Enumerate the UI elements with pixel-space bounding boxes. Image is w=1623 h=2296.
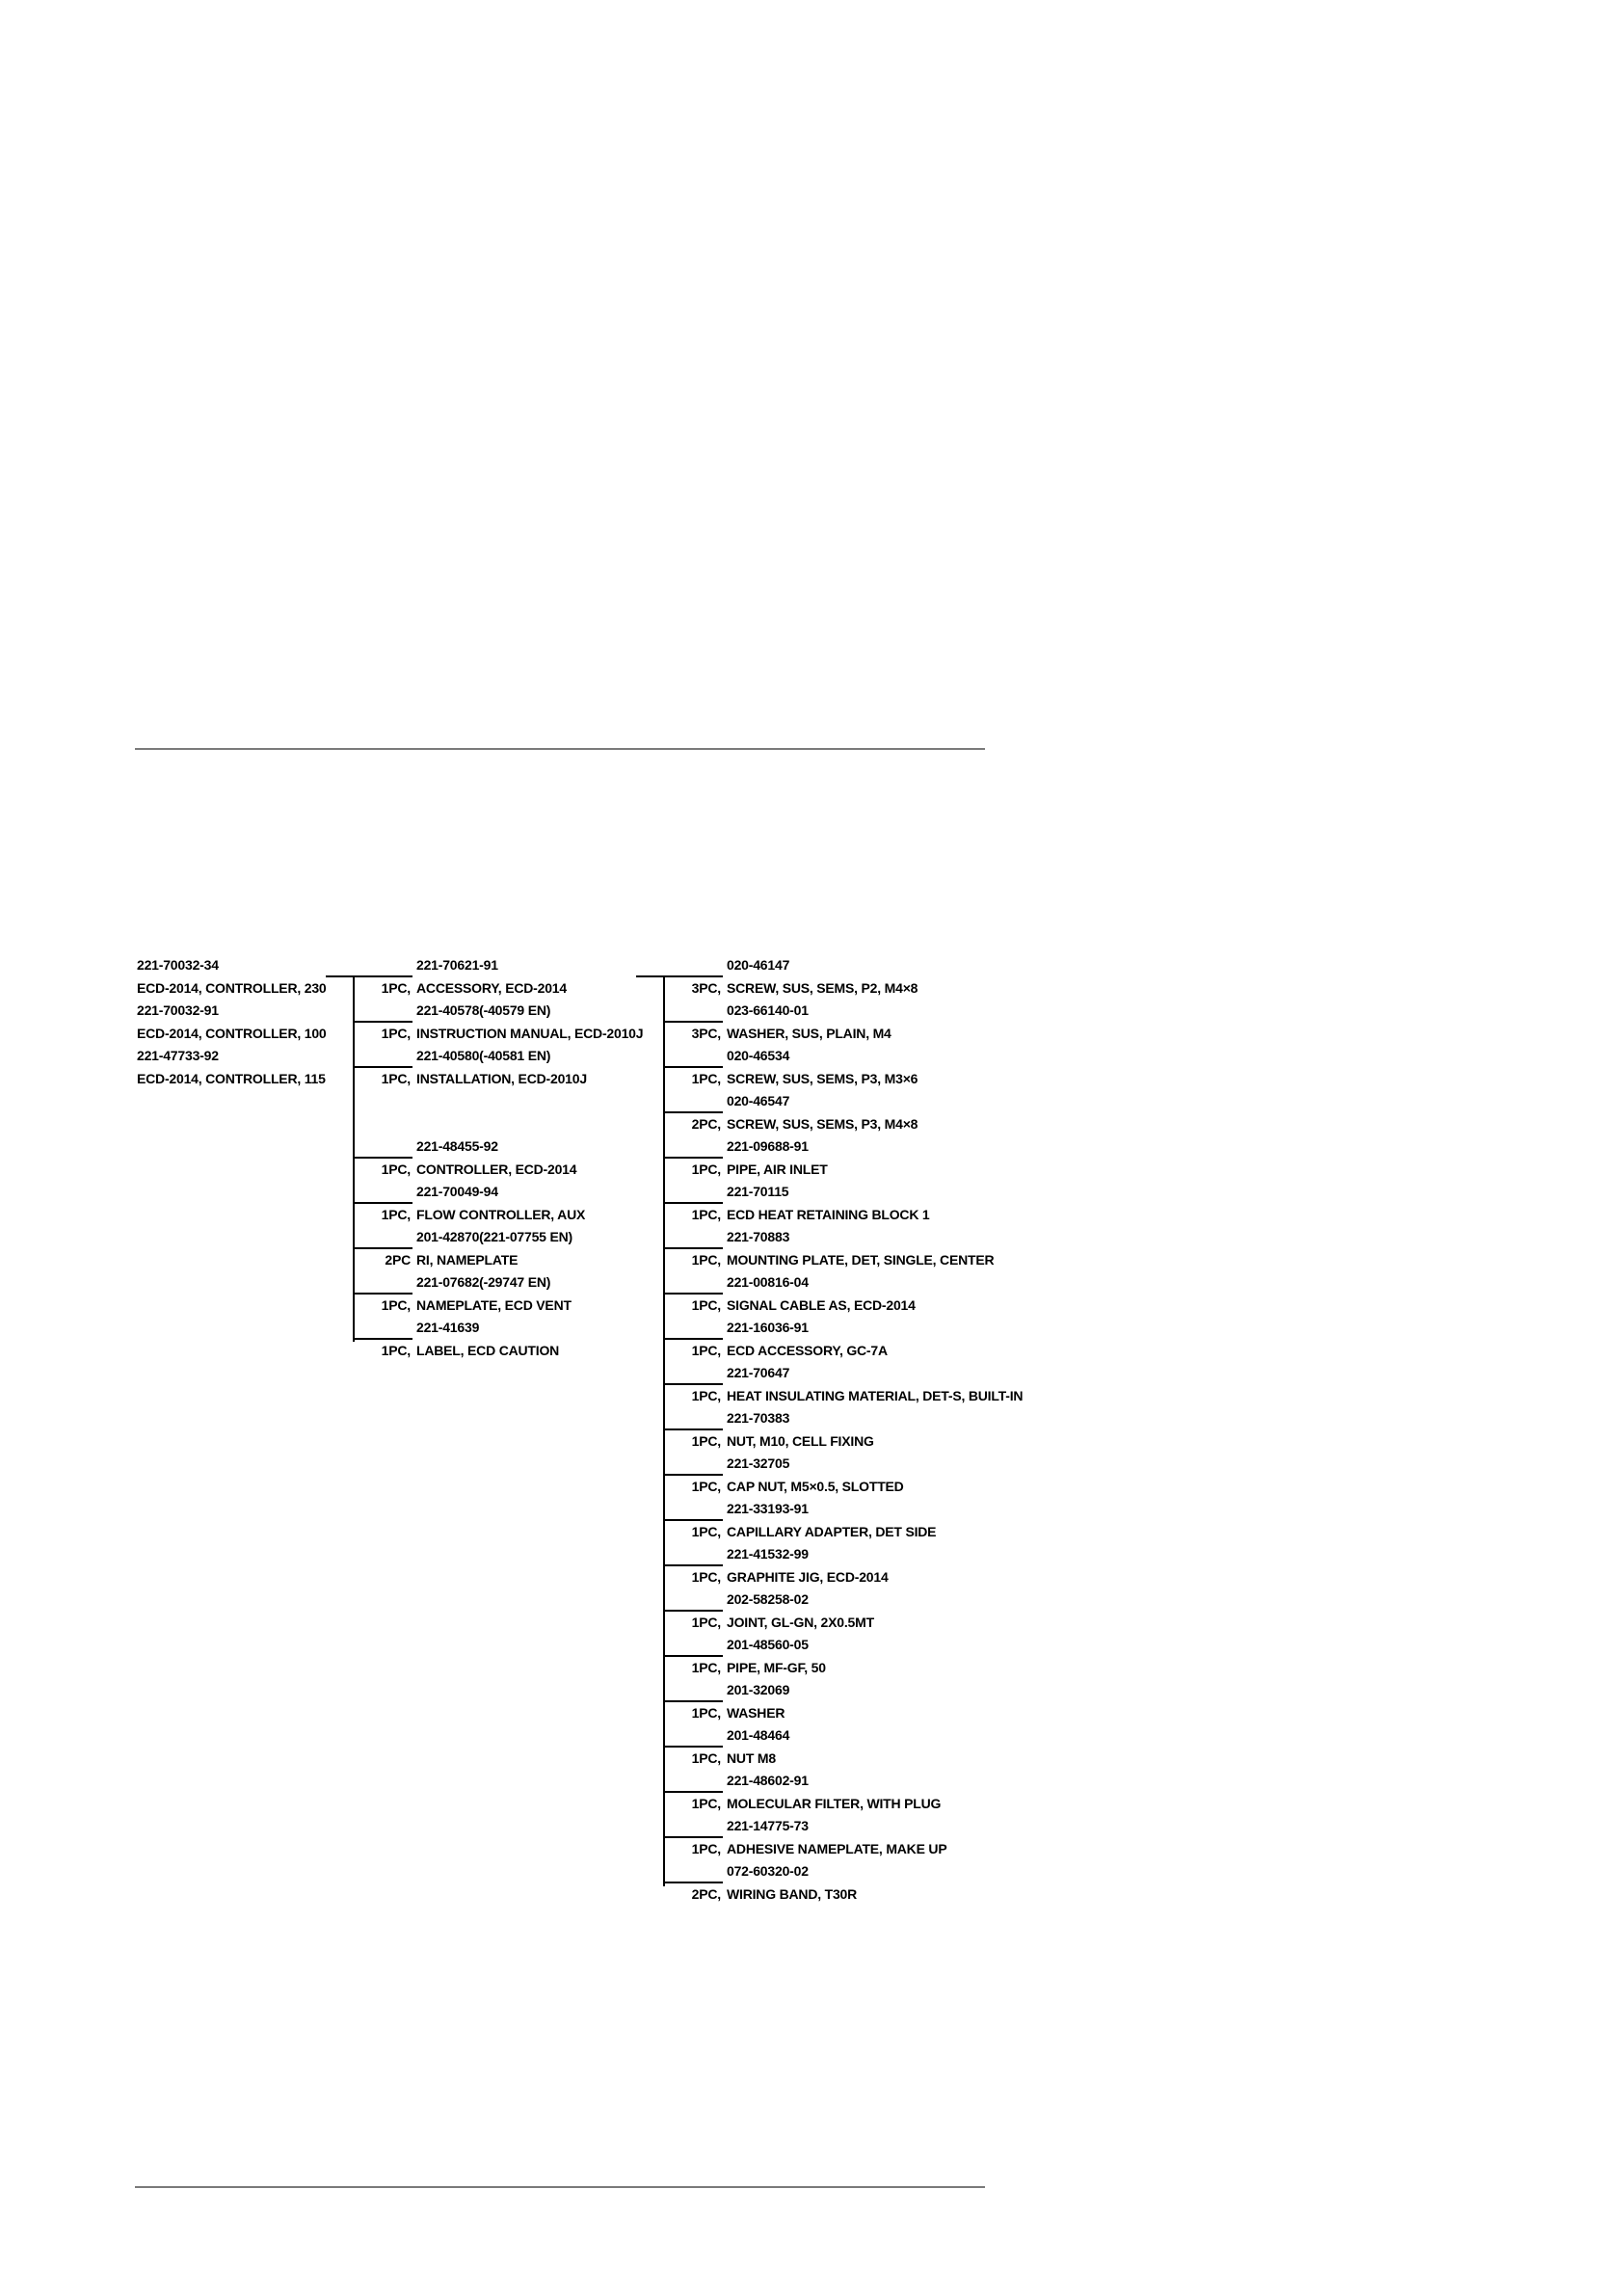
branch-line xyxy=(663,1021,723,1023)
part-number: 221-70115 xyxy=(727,1184,789,1199)
part-description: NUT M8 xyxy=(727,1749,776,1766)
part-description: CAPILLARY ADAPTER, DET SIDE xyxy=(727,1523,937,1539)
branch-line xyxy=(663,1610,723,1612)
part-description: LABEL, ECD CAUTION xyxy=(416,1342,560,1358)
branch-line xyxy=(663,1383,723,1385)
part-description: MOUNTING PLATE, DET, SINGLE, CENTER xyxy=(727,1251,995,1268)
part-number: 020-46147 xyxy=(727,957,790,973)
part-number: 221-16036-91 xyxy=(727,1320,809,1335)
part-quantity: 1PC, xyxy=(691,1296,721,1313)
part-quantity: 1PC, xyxy=(381,979,411,996)
part-number: 221-07682(-29747 EN) xyxy=(416,1274,551,1290)
part-quantity: 1PC, xyxy=(691,1387,721,1403)
part-number: 221-00816-04 xyxy=(727,1274,809,1290)
part-quantity: 2PC xyxy=(385,1251,411,1268)
branch-line xyxy=(663,1111,723,1113)
part-quantity: 1PC, xyxy=(381,1342,411,1358)
part-description: ADHESIVE NAMEPLATE, MAKE UP xyxy=(727,1840,947,1856)
part-number: 221-14775-73 xyxy=(727,1818,809,1833)
part-description: INSTALLATION, ECD-2010J xyxy=(416,1070,587,1086)
branch-line xyxy=(663,1882,723,1883)
branch-line xyxy=(663,1519,723,1521)
part-quantity: 1PC, xyxy=(691,1704,721,1721)
part-description: WASHER, SUS, PLAIN, M4 xyxy=(727,1025,891,1041)
part-quantity: 1PC, xyxy=(381,1070,411,1086)
part-quantity: 3PC, xyxy=(691,979,721,996)
part-quantity: 2PC, xyxy=(691,1115,721,1132)
part-description: ACCESSORY, ECD-2014 xyxy=(416,979,567,996)
model-code: 221-70032-91 xyxy=(137,1002,219,1018)
part-description: HEAT INSULATING MATERIAL, DET-S, BUILT-IN xyxy=(727,1387,1024,1403)
part-quantity: 1PC, xyxy=(691,1070,721,1086)
part-description: NUT, M10, CELL FIXING xyxy=(727,1432,874,1449)
part-description: PIPE, MF-GF, 50 xyxy=(727,1659,826,1675)
part-quantity: 1PC, xyxy=(381,1206,411,1222)
branch-line xyxy=(353,1157,412,1159)
footer-rule xyxy=(135,2186,985,2188)
branch-line xyxy=(326,975,354,977)
part-quantity: 1PC, xyxy=(691,1659,721,1675)
branch-line xyxy=(636,975,664,977)
part-quantity: 1PC, xyxy=(691,1251,721,1268)
branch-line xyxy=(663,1700,723,1702)
part-number: 201-42870(221-07755 EN) xyxy=(416,1229,572,1244)
part-number: 201-32069 xyxy=(727,1682,790,1697)
branch-line xyxy=(353,975,412,977)
part-number: 221-41532-99 xyxy=(727,1546,809,1562)
part-quantity: 1PC, xyxy=(691,1749,721,1766)
part-number: 221-48455-92 xyxy=(416,1138,498,1154)
part-number: 221-70621-91 xyxy=(416,957,498,973)
part-number: 221-70049-94 xyxy=(416,1184,498,1199)
branch-line xyxy=(353,1247,412,1249)
branch-line xyxy=(663,1655,723,1657)
part-quantity: 1PC, xyxy=(691,1523,721,1539)
branch-line xyxy=(663,1746,723,1748)
part-number: 201-48464 xyxy=(727,1727,790,1743)
model-desc: ECD-2014, CONTROLLER, 230 xyxy=(137,979,327,996)
part-number: 221-48602-91 xyxy=(727,1773,809,1788)
part-description: SCREW, SUS, SEMS, P3, M3×6 xyxy=(727,1070,918,1086)
part-number: 221-70647 xyxy=(727,1365,790,1380)
branch-line xyxy=(663,1564,723,1566)
part-number: 201-48560-05 xyxy=(727,1637,809,1652)
part-quantity: 1PC, xyxy=(691,1478,721,1494)
part-description: SCREW, SUS, SEMS, P3, M4×8 xyxy=(727,1115,918,1132)
part-description: WASHER xyxy=(727,1704,785,1721)
part-number: 221-41639 xyxy=(416,1320,480,1335)
branch-line xyxy=(353,1021,412,1023)
header-rule xyxy=(135,748,985,750)
part-number: 221-40578(-40579 EN) xyxy=(416,1002,551,1018)
branch-line xyxy=(353,1202,412,1204)
part-quantity: 1PC, xyxy=(691,1206,721,1222)
part-quantity: 1PC, xyxy=(381,1296,411,1313)
part-number: 202-58258-02 xyxy=(727,1591,809,1607)
part-quantity: 2PC, xyxy=(691,1885,721,1902)
part-description: JOINT, GL-GN, 2X0.5MT xyxy=(727,1614,874,1630)
branch-line xyxy=(663,1247,723,1249)
part-description: GRAPHITE JIG, ECD-2014 xyxy=(727,1568,889,1585)
branch-line xyxy=(663,1428,723,1430)
part-quantity: 1PC, xyxy=(691,1568,721,1585)
model-code: 221-70032-34 xyxy=(137,957,219,973)
part-description: CONTROLLER, ECD-2014 xyxy=(416,1161,577,1177)
part-description: CAP NUT, M5×0.5, SLOTTED xyxy=(727,1478,904,1494)
part-number: 072-60320-02 xyxy=(727,1863,809,1879)
part-number: 221-33193-91 xyxy=(727,1501,809,1516)
part-number: 221-70883 xyxy=(727,1229,790,1244)
part-description: PIPE, AIR INLET xyxy=(727,1161,828,1177)
part-quantity: 1PC, xyxy=(381,1161,411,1177)
part-description: RI, NAMEPLATE xyxy=(416,1251,519,1268)
branch-line xyxy=(663,1293,723,1295)
model-desc: ECD-2014, CONTROLLER, 115 xyxy=(137,1070,326,1086)
part-description: INSTRUCTION MANUAL, ECD-2010J xyxy=(416,1025,644,1041)
part-quantity: 1PC, xyxy=(691,1161,721,1177)
part-quantity: 1PC, xyxy=(691,1795,721,1811)
part-quantity: 3PC, xyxy=(691,1025,721,1041)
part-quantity: 1PC, xyxy=(691,1342,721,1358)
part-number: 023-66140-01 xyxy=(727,1002,809,1018)
branch-line xyxy=(663,1157,723,1159)
branch-line xyxy=(353,1338,412,1340)
trunk-line xyxy=(353,975,355,1342)
part-description: ECD HEAT RETAINING BLOCK 1 xyxy=(727,1206,930,1222)
part-description: MOLECULAR FILTER, WITH PLUG xyxy=(727,1795,942,1811)
branch-line xyxy=(663,1791,723,1793)
branch-line xyxy=(663,1338,723,1340)
part-description: SCREW, SUS, SEMS, P2, M4×8 xyxy=(727,979,918,996)
part-quantity: 1PC, xyxy=(691,1840,721,1856)
branch-line xyxy=(663,1202,723,1204)
part-description: ECD ACCESSORY, GC-7A xyxy=(727,1342,888,1358)
branch-line xyxy=(353,1293,412,1295)
model-code: 221-47733-92 xyxy=(137,1048,219,1063)
part-description: WIRING BAND, T30R xyxy=(727,1885,858,1902)
part-number: 221-32705 xyxy=(727,1455,790,1471)
part-number: 221-70383 xyxy=(727,1410,790,1426)
part-quantity: 1PC, xyxy=(691,1432,721,1449)
branch-line xyxy=(663,1474,723,1476)
part-description: SIGNAL CABLE AS, ECD-2014 xyxy=(727,1296,916,1313)
branch-line xyxy=(663,1066,723,1068)
part-quantity: 1PC, xyxy=(691,1614,721,1630)
part-quantity: 1PC, xyxy=(381,1025,411,1041)
part-description: FLOW CONTROLLER, AUX xyxy=(416,1206,586,1222)
branch-line xyxy=(353,1066,412,1068)
part-description: NAMEPLATE, ECD VENT xyxy=(416,1296,572,1313)
branch-line xyxy=(663,1836,723,1838)
part-number: 221-09688-91 xyxy=(727,1138,809,1154)
branch-line xyxy=(663,975,723,977)
model-desc: ECD-2014, CONTROLLER, 100 xyxy=(137,1025,327,1041)
part-number: 020-46534 xyxy=(727,1048,790,1063)
part-number: 020-46547 xyxy=(727,1093,790,1108)
part-number: 221-40580(-40581 EN) xyxy=(416,1048,551,1063)
